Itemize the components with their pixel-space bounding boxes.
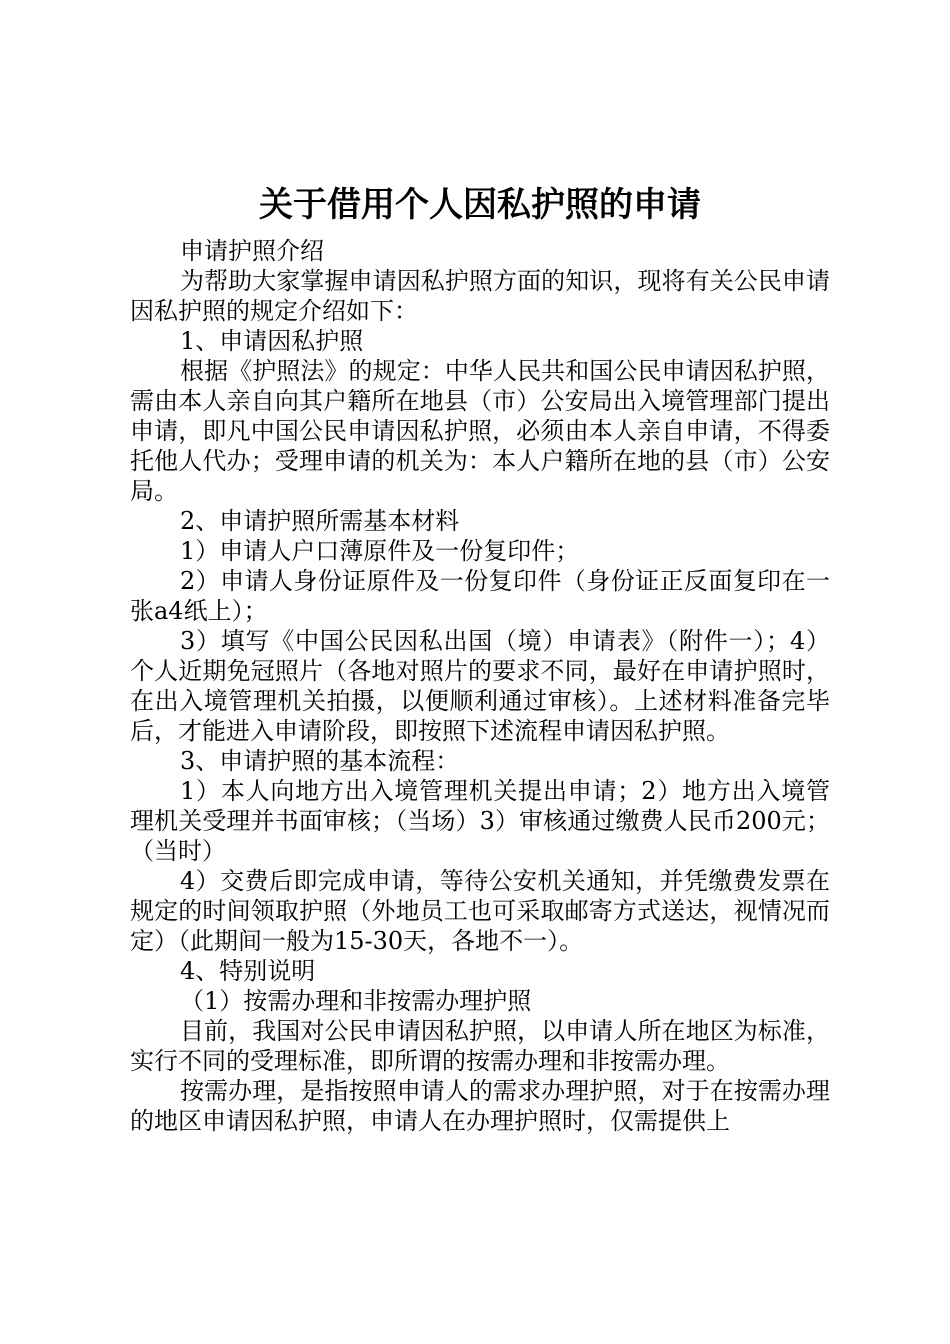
paragraph-subsection-1-heading: （1）按需办理和非按需办理护照 [180, 987, 532, 1015]
paragraph-intro-heading: 申请护照介绍 [180, 237, 324, 265]
paragraph-subsection-1-body: 目前，我国对公民申请因私护照，以申请人所在地区为标准，实行不同的受理标准，即所谓的按需办理和非按需办理。 [130, 1017, 830, 1075]
paragraph-material-2: 2）申请人身份证原件及一份复印件（身份证正反面复印在一张a4纸上）； [130, 567, 830, 625]
paragraph-section-1-body: 根据《护照法》的规定：中华人民共和国公民申请因私护照，需由本人亲自向其户籍所在地县（市）公安局出入境管理部门提出申请，即凡中国公民申请因私护照，必须由本人亲自申请，不得委托他人代办；受理申请的机关为：本人户籍所在地的县（市）公安局。 [130, 357, 830, 505]
paragraph-section-1-heading: 1、申请因私护照 [180, 327, 364, 355]
paragraph-section-3-heading: 3、申请护照的基本流程： [180, 747, 460, 775]
paragraph-process-1-3: 1）本人向地方出入境管理机关提出申请；2）地方出入境管理机关受理并书面审核；（当场）3）审核通过缴费人民币200元；（当时） [130, 777, 830, 865]
paragraph-intro: 为帮助大家掌握申请因私护照方面的知识，现将有关公民申请因私护照的规定介绍如下： [130, 267, 830, 325]
paragraph-on-demand: 按需办理，是指按照申请人的需求办理护照，对于在按需办理的地区申请因私护照，申请人在办理护照时，仅需提供上 [130, 1077, 830, 1135]
paragraph-material-1: 1）申请人户口薄原件及一份复印件； [180, 537, 580, 565]
paragraph-section-2-heading: 2、申请护照所需基本材料 [180, 507, 460, 535]
paragraph-process-4: 4）交费后即完成申请，等待公安机关通知，并凭缴费发票在规定的时间领取护照（外地员工也可采取邮寄方式送达，视情况而定）（此期间一般为15-30天，各地不一）。 [130, 867, 830, 955]
paragraph-material-3-4: 3）填写《中国公民因私出国（境）申请表》（附件一）；4）个人近期免冠照片（各地对照片的要求不同，最好在申请护照时，在出入境管理机关拍摄，以便顺利通过审核）。上述材料准备完毕后，才能进入申请阶段，即按照下述流程申请因私护照。 [130, 627, 830, 745]
paragraph-section-4-heading: 4、特别说明 [180, 957, 316, 985]
document-title: 关于借用个人因私护照的申请 [259, 185, 701, 225]
document-page [130, 180, 830, 1136]
